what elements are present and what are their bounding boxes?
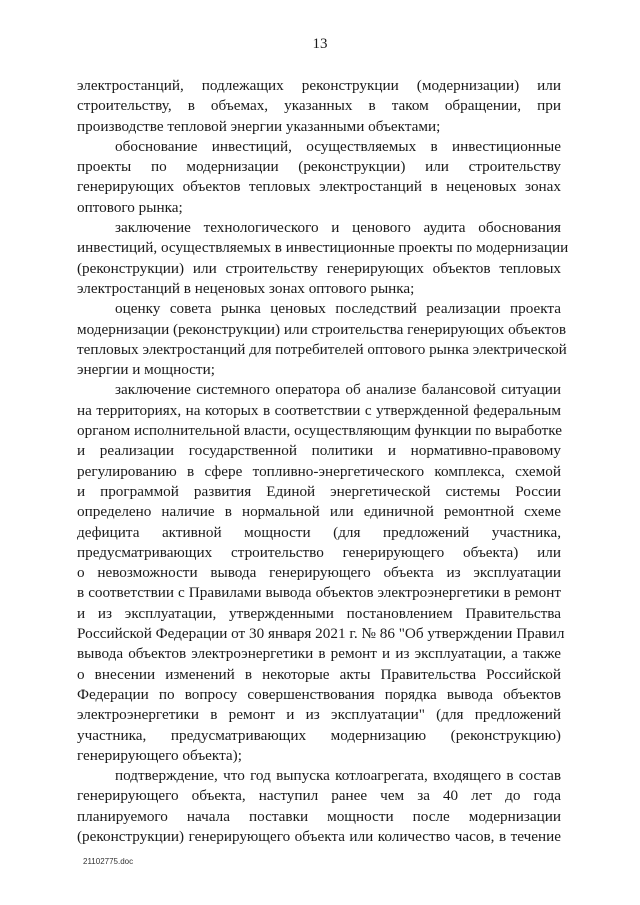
text-line: Российской Федерации от 30 января 2021 г. № 86 "Об утверждении Правил [77, 625, 565, 643]
text-line: заключение технологического и ценового аудита обоснования [115, 219, 561, 237]
document-body [77, 76, 569, 847]
text-line: о внесении изменений в некоторые акты Правительства Российской [77, 665, 561, 683]
text-line: оценку совета рынка ценовых последствий реализации проекта [115, 300, 561, 318]
text-line: модернизации (реконструкции) или строительства генерирующих объектов [77, 320, 566, 338]
text-line: проекты по модернизации (реконструкции) или строительству [77, 158, 561, 176]
text-line: подтверждение, что год выпуска котлоагрегата, входящего в состав [115, 767, 561, 785]
text-line: строительству, в объемах, указанных в таком обращении, при [77, 97, 561, 115]
text-line: генерирующих объектов тепловых электростанций в неценовых зонах [77, 178, 561, 196]
text-line: генерирующего объекта, наступил ранее чем за 40 лет до года [77, 787, 561, 805]
text-line: электростанций, подлежащих реконструкции (модернизации) или [77, 77, 561, 94]
page-number: 13 [312, 36, 328, 52]
text-line: планируемого начала поставки мощности после модернизации [77, 807, 561, 825]
text-line: (реконструкции) или строительству генерирующих объектов тепловых [77, 259, 561, 277]
text-line: вывода объектов электроэнергетики в ремонт и из эксплуатации, а также [77, 645, 561, 663]
text-line: инвестиций, осуществляемых в инвестиционные проекты по модернизации [77, 239, 569, 257]
text-line: и из эксплуатации, утвержденными постановлением Правительства [77, 604, 561, 622]
text-line: дефицита активной мощности (для предложений участника, [77, 523, 561, 541]
text-line: на территориях, на которых в соответствии с утвержденной федеральным [77, 401, 561, 419]
text-line: и реализации государственной политики и нормативно-правовому [77, 442, 561, 460]
text-line: в соответствии с Правилами вывода объектов электроэнергетики в ремонт [77, 584, 561, 602]
text-line: Федерации по вопросу совершенствования порядка вывода объектов [77, 685, 561, 703]
text-line: о невозможности вывода генерирующего объекта из эксплуатации [77, 564, 561, 582]
text-line: предусматривающих строительство генерирующего объекта) или [77, 543, 561, 561]
text-line: участника, предусматривающих модернизацию (реконструкцию) [77, 726, 561, 744]
text-line: оптового рынка; [77, 198, 183, 216]
text-line: и программой развития Единой энергетической системы России [77, 482, 561, 500]
text-line: заключение системного оператора об анализе балансовой ситуации [115, 381, 561, 399]
text-line: обоснование инвестиций, осуществляемых в инвестиционные [115, 137, 561, 155]
text-line: определено наличие в нормальной или единичной ремонтной схеме [77, 503, 561, 521]
text-line: электроэнергетики в ремонт и из эксплуатации" (для предложений [77, 706, 561, 724]
text-line: производстве тепловой энергии указанными объектами; [77, 117, 441, 135]
text-line: органом исполнительной власти, осуществляющим функции по выработке [77, 422, 563, 440]
text-line: электростанций в неценовых зонах оптового рынка; [77, 279, 415, 297]
text-line: генерирующего объекта); [77, 746, 242, 764]
text-line: регулированию в сфере топливно-энергетического комплекса, схемой [77, 462, 561, 480]
text-line: энергии и мощности; [77, 361, 215, 379]
text-line: тепловых электростанций для потребителей оптового рынка электрической [77, 340, 567, 358]
document-filename: 21102775.doc [83, 857, 134, 866]
text-line: (реконструкции) генерирующего объекта или количество часов, в течение [77, 827, 561, 845]
